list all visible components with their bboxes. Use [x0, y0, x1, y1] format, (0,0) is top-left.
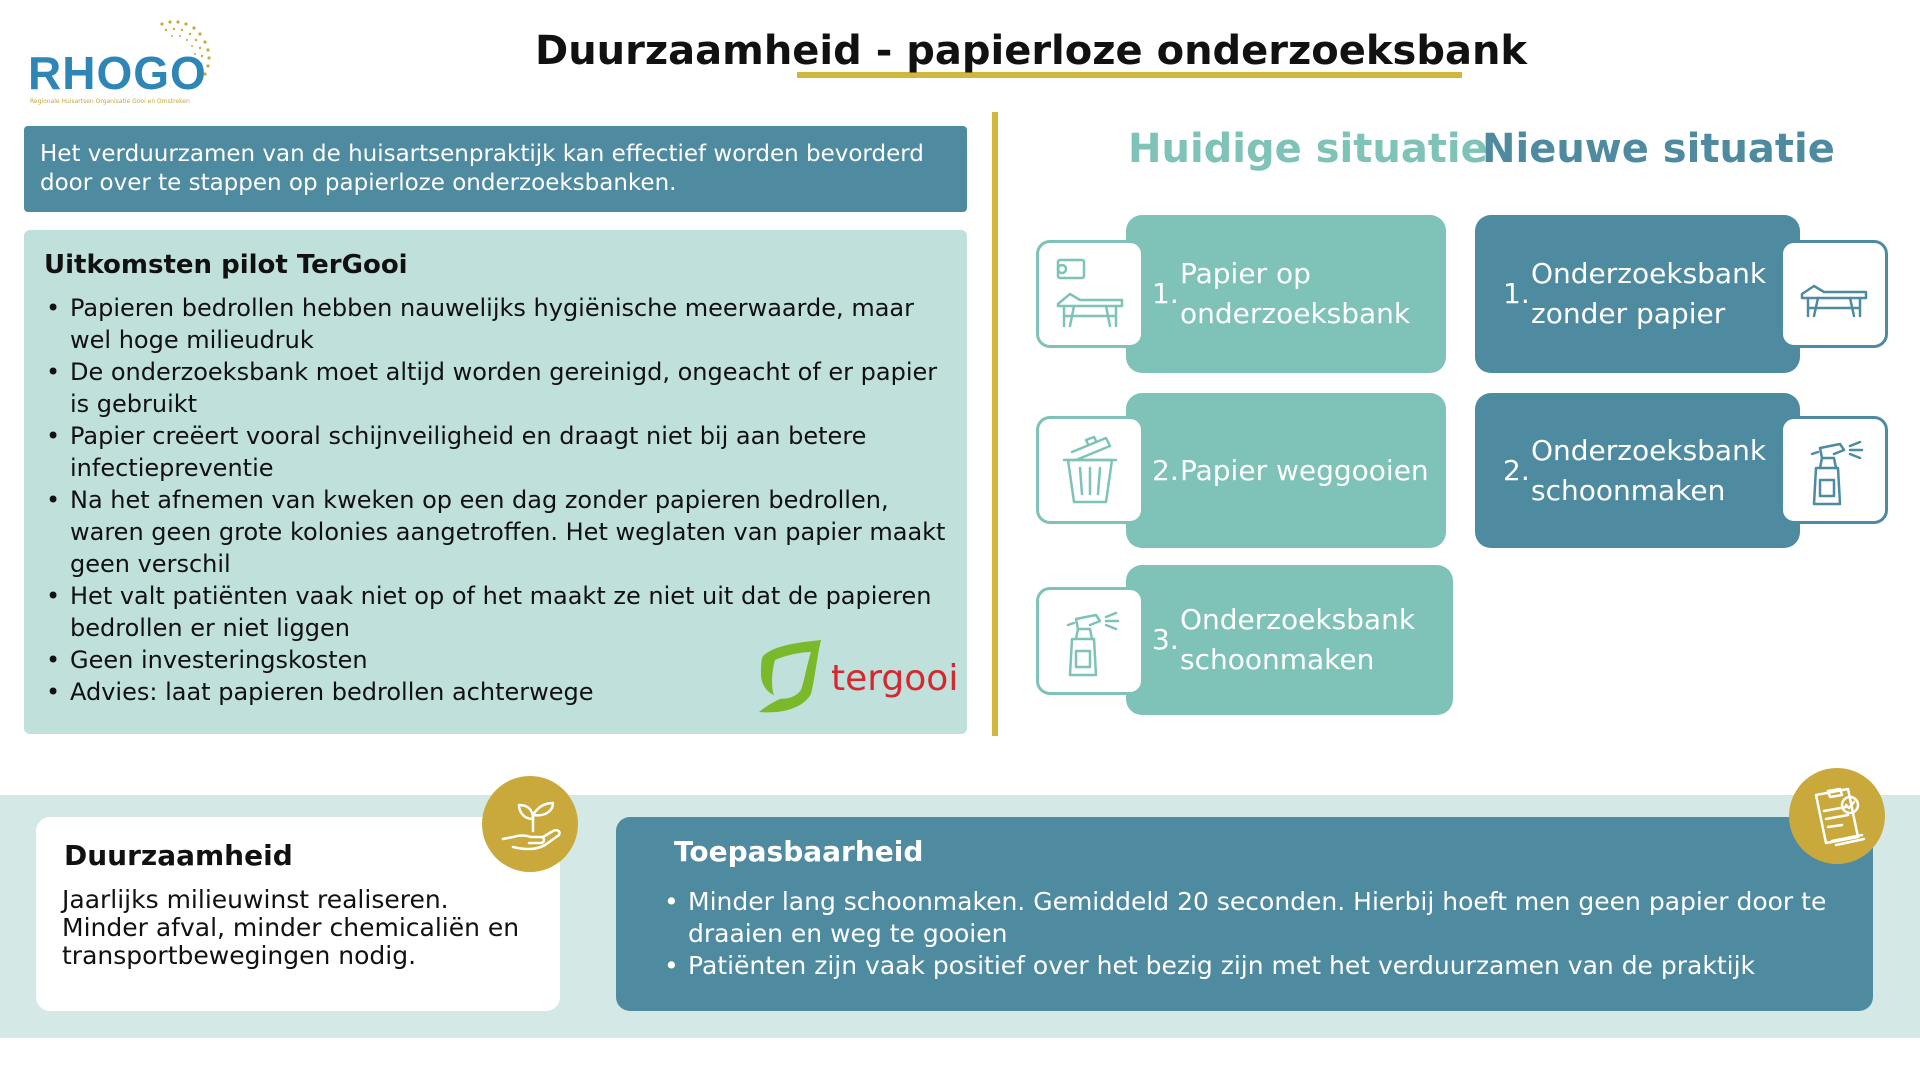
new-step-1-card	[1475, 215, 1800, 373]
rhogo-logo	[22, 14, 242, 104]
pilot-results-panel	[24, 230, 967, 734]
sustainability-heading: Duurzaamheid	[64, 839, 293, 872]
step-label: Onderzoeksbank schoonmaken	[1531, 433, 1767, 507]
list-item: • Minder lang schoonmaken. Gemiddeld 20 seconden. Hierbij hoeft men geen papier door te draaien en weg te gooien	[664, 886, 1851, 950]
tergooi-leaf-icon	[755, 638, 825, 716]
clipboard-check-icon	[1802, 781, 1872, 851]
new-step-1-icon-box	[1780, 240, 1888, 348]
results-heading: Uitkomsten pilot TerGooi	[44, 250, 408, 280]
current-step-3-icon-box	[1036, 587, 1144, 695]
step-label: Papier weggooien	[1180, 453, 1429, 487]
list-item: • Advies: laat papieren bedrollen achterwege	[44, 676, 947, 708]
list-item: • Geen investeringskosten	[44, 644, 947, 676]
step-label: Onderzoeksbank zonder papier	[1531, 257, 1767, 330]
new-step-2-icon-box	[1780, 416, 1888, 524]
applicability-card	[616, 817, 1873, 1011]
step-number: 2.	[1503, 453, 1530, 487]
page-title: Duurzaamheid - papierloze onderzoeksbank	[535, 28, 1528, 74]
step-number: 3.	[1152, 623, 1179, 656]
logo-wordmark: RHOGO	[28, 47, 207, 99]
bed-icon	[1794, 254, 1874, 334]
current-step-2-icon-box	[1036, 416, 1144, 524]
current-step-2-card	[1126, 393, 1446, 548]
hand-plant-icon	[495, 789, 565, 859]
list-item: • Papier creëert vooral schijnveiligheid en draagt niet bij aan betere infectiepreventie	[44, 420, 947, 484]
trash-bin-icon	[1050, 430, 1130, 510]
step-label: Onderzoeksbank schoonmaken	[1180, 603, 1416, 676]
logo-tagline: Regionale Huisartsen Organisatie Gooi en Omstreken	[30, 98, 190, 105]
applicability-list	[664, 886, 1851, 982]
step-number: 1.	[1152, 277, 1179, 310]
list-item: • Patiënten zijn vaak positief over het bezig zijn met het verduurzamen van de praktijk	[664, 950, 1851, 982]
new-situation-heading: Nieuwe situatie	[1482, 126, 1835, 172]
sustainability-card	[36, 817, 560, 1011]
current-situation-heading: Huidige situatie	[1128, 126, 1488, 172]
tergooi-logo	[755, 638, 959, 716]
current-step-1-card	[1126, 215, 1446, 373]
step-number: 1.	[1503, 277, 1530, 310]
sustainability-text: Jaarlijks milieuwinst realiseren. Minder afval, minder chemicaliën en transportbewegingen nodig.	[62, 885, 520, 970]
applicability-heading: Toepasbaarheid	[674, 835, 924, 868]
list-item: • De onderzoeksbank moet altijd worden gereinigd, ongeacht of er papier is gebruikt	[44, 356, 947, 420]
current-step-1-icon-box	[1036, 240, 1144, 348]
tergooi-wordmark: tergooi	[831, 658, 959, 699]
paper-bed-icon	[1050, 254, 1130, 334]
clipboard-icon-circle	[1789, 768, 1885, 864]
spray-bottle-icon	[1050, 601, 1130, 681]
step-number: 2.	[1152, 453, 1179, 487]
new-step-2-card	[1475, 393, 1800, 548]
intro-banner: Het verduurzamen van de huisartsenpraktijk kan effectief worden bevorderd door over te stappen op papierloze onderzoeksbanken.	[24, 126, 967, 212]
vertical-divider	[992, 112, 998, 736]
list-item: • Het valt patiënten vaak niet op of het maakt ze niet uit dat de papieren bedrollen er niet liggen	[44, 580, 947, 644]
hand-plant-icon-circle	[482, 776, 578, 872]
list-item: • Na het afnemen van kweken op een dag zonder papieren bedrollen, waren geen grote kolonies aangetroffen. Het weglaten van papier maakt geen verschil	[44, 484, 947, 580]
step-label: Papier op onderzoeksbank	[1180, 257, 1411, 330]
spray-bottle-icon	[1794, 430, 1874, 510]
list-item: • Papieren bedrollen hebben nauwelijks hygiënische meerwaarde, maar wel hoge milieudruk	[44, 292, 947, 356]
current-step-3-card	[1126, 565, 1453, 715]
